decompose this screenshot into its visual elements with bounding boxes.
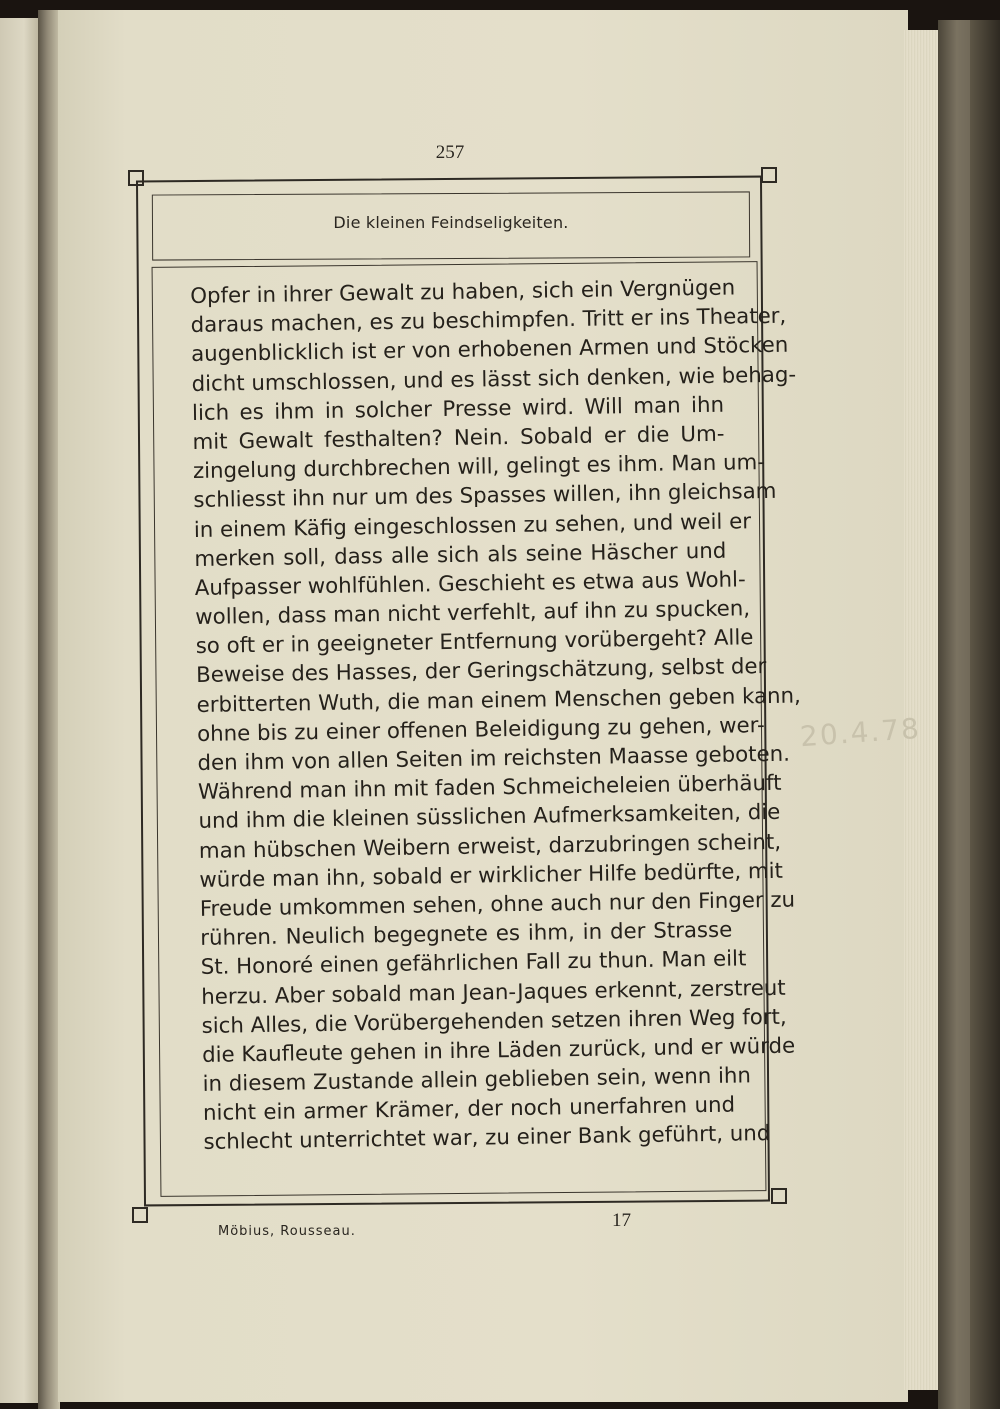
body-line: erbitterten Wuth, die man einem Menschen geben kann, — [196, 683, 801, 718]
body-line: augenblicklich ist er von erhobenen Armen und Stöcken — [190, 332, 789, 368]
body-line: mit Gewalt festhalten? Nein. Sobald er die Um- — [192, 421, 725, 455]
running-head: Die kleinen Feindseligkeiten. — [333, 213, 569, 232]
body-line: zingelung durchbrechen will, gelingt es ihm. Man um- — [192, 450, 766, 485]
body-line: herzu. Aber sobald man Jean-Jaques erkennt, zerstreut — [201, 975, 786, 1010]
frame-corner-top-left — [128, 170, 144, 186]
facing-page-edge — [0, 18, 40, 1403]
signature-author-title: Möbius, Rousseau. — [218, 1224, 356, 1239]
body-line: schliesst ihn nur um des Spasses willen, ihn gleichsam — [193, 479, 777, 514]
body-line: lich es ihm in solcher Presse wird. Will man ihn — [191, 392, 725, 426]
body-line: und ihm die kleinen süsslichen Aufmerksamkeiten, die — [198, 800, 781, 835]
page-number: 257 — [435, 142, 465, 163]
body-line: in einem Käfig eingeschlossen zu sehen, und weil er — [193, 508, 752, 543]
body-line: dicht umschlossen, und es lässt sich denken, wie behag- — [191, 362, 797, 397]
body-line: daraus machen, es zu beschimpfen. Tritt er ins Theater, — [190, 303, 787, 339]
body-line: man hübschen Weibern erweist, darzubringen scheint, — [198, 829, 782, 864]
body-line: sich Alles, die Vorübergehenden setzen ihren Weg fort, — [201, 1004, 787, 1039]
signature-number: 17 — [612, 1210, 631, 1231]
body-line: Aufpasser wohlfühlen. Geschieht es etwa aus Wohl- — [194, 567, 746, 601]
page-block-edge — [904, 30, 942, 1390]
body-line: nicht ein armer Krämer, der noch unerfahren und — [202, 1092, 736, 1127]
book-cover-shadow — [970, 20, 1000, 1409]
body-line: den ihm von allen Seiten im reichsten Maasse geboten. — [197, 741, 791, 776]
body-line: Opfer in ihrer Gewalt zu haben, sich ein Vergnügen — [190, 275, 736, 309]
body-line: in diesem Zustande allein geblieben sein, wenn ihn — [202, 1063, 752, 1097]
body-line: wollen, dass man nicht verfehlt, auf ihn zu spucken, — [195, 596, 751, 631]
body-line: Beweise des Hasses, der Geringschätzung, selbst der — [195, 654, 767, 689]
body-line: rühren. Neulich begegnete es ihm, in der Strasse — [200, 917, 733, 952]
body-line: würde man ihn, sobald er wirklicher Hilfe bedürfte, mit — [199, 858, 784, 893]
frame-corner-bottom-left — [132, 1207, 148, 1223]
body-line: ohne bis zu einer offenen Beleidigung zu gehen, wer- — [196, 712, 765, 747]
body-line: Freude umkommen sehen, ohne auch nur den Finger zu — [199, 887, 796, 922]
body-line: merken soll, dass alle sich als seine Häscher und — [194, 538, 727, 572]
body-line: schlecht unterrichtet war, zu einer Bank geführt, und — [203, 1121, 771, 1156]
body-line: St. Honoré einen gefährlichen Fall zu thun. Man eilt — [200, 946, 747, 981]
body-line: Während man ihn mit faden Schmeicheleien überhäuft — [197, 770, 782, 806]
frame-corner-top-right — [761, 167, 777, 183]
body-text — [190, 274, 801, 1158]
body-line: so oft er in geeigneter Entfernung vorübergeht? Alle — [195, 625, 754, 660]
pencil-annotation: 20.4.78 — [798, 711, 922, 754]
book-gutter — [38, 10, 60, 1409]
body-line: die Kaufleute gehen in ihre Läden zurück, und er würde — [201, 1033, 796, 1068]
frame-corner-bottom-right — [771, 1188, 787, 1204]
